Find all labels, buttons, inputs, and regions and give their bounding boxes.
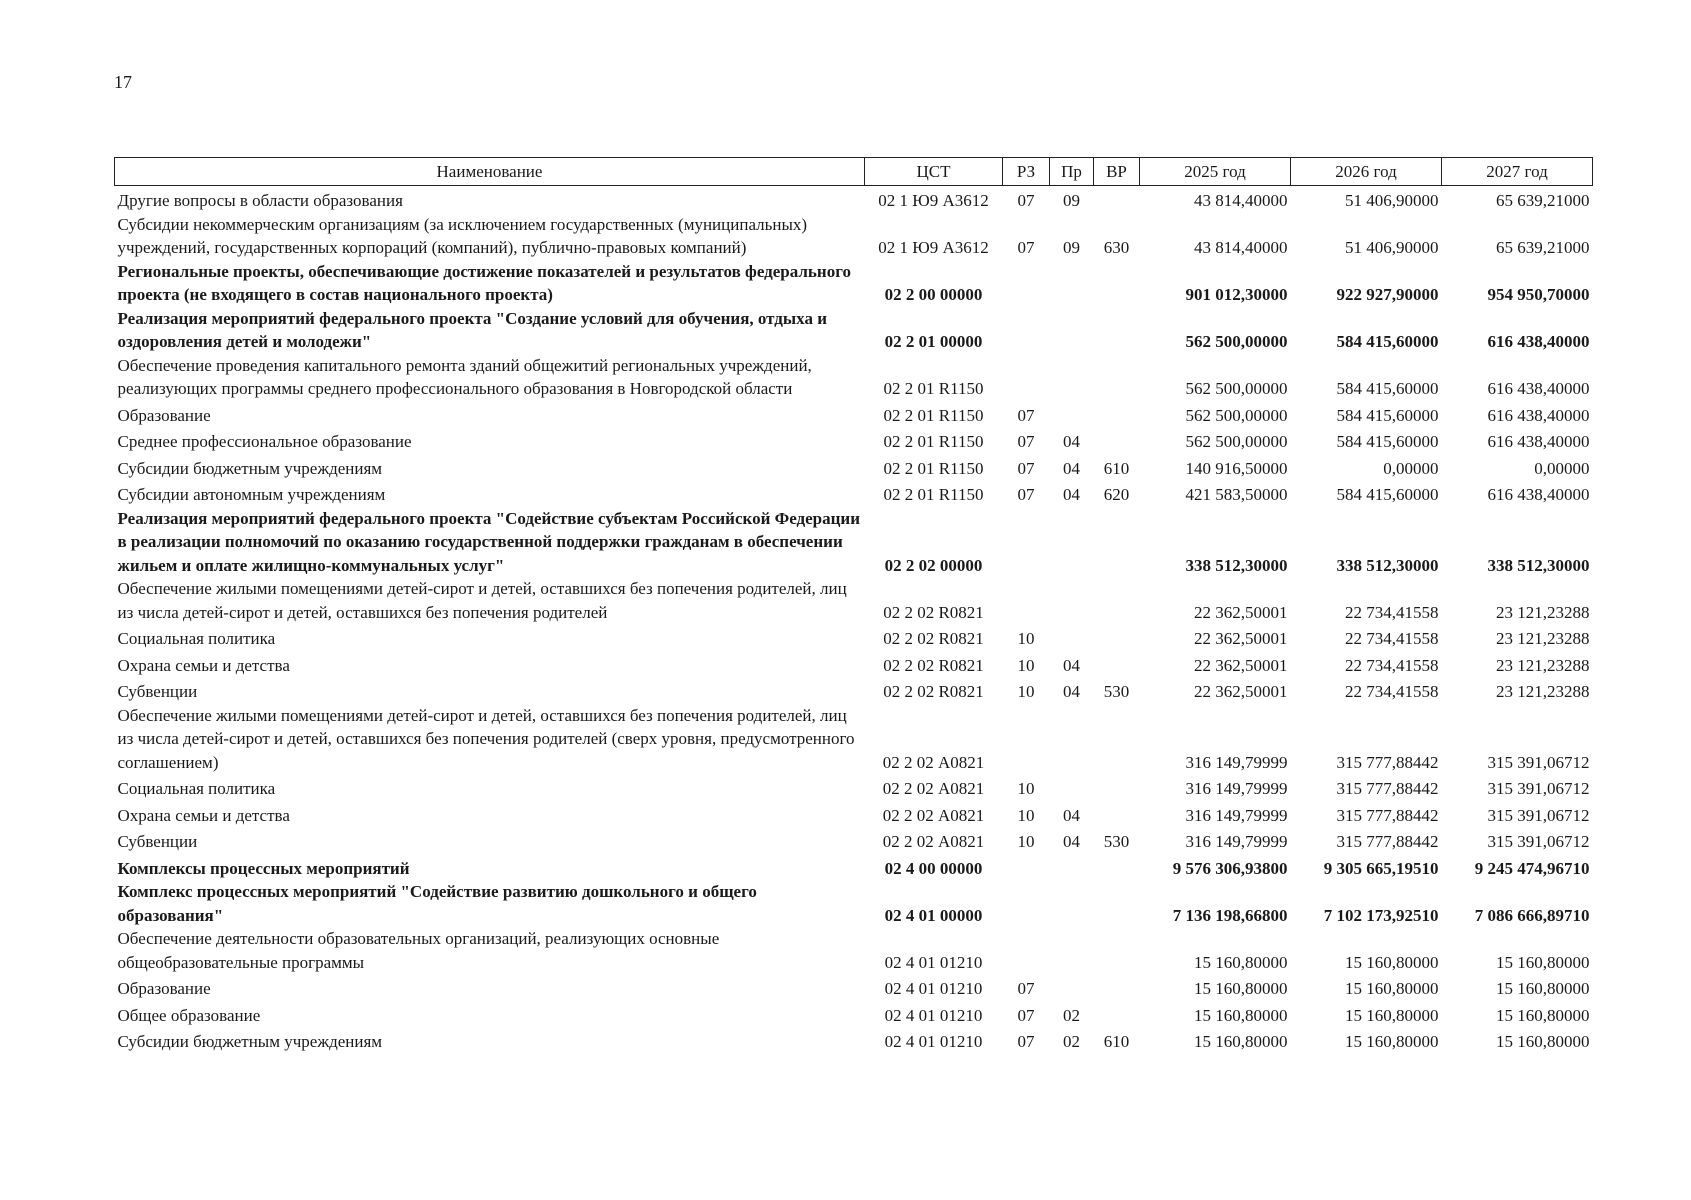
row-name: Охрана семьи и детства <box>117 655 290 675</box>
row-amount-2027: 23 121,23288 <box>1496 602 1590 622</box>
row-cst: 02 2 02 А0821 <box>882 805 985 825</box>
row-rz: 10 <box>1017 682 1035 701</box>
row-amount-2027: 616 438,40000 <box>1487 485 1590 504</box>
row-rz: 07 <box>1017 1005 1035 1025</box>
row-amount-2027: 616 438,40000 <box>1487 379 1590 398</box>
table-row <box>115 507 1593 578</box>
table-row <box>115 677 1593 704</box>
row-vr: 530 <box>1103 832 1130 851</box>
row-amount-2027: 15 160,80000 <box>1496 1032 1590 1051</box>
row-rz <box>1003 577 1050 624</box>
row-rz <box>1003 307 1050 354</box>
row-cst: 02 2 02 R0821 <box>883 682 984 701</box>
row-name: Социальная политика <box>117 629 276 648</box>
row-amount-2027: 616 438,40000 <box>1487 405 1590 425</box>
row-amount-2026: 584 415,60000 <box>1336 485 1439 504</box>
row-pr <box>1050 260 1094 307</box>
row-amount-2025: 22 362,50001 <box>1194 655 1288 675</box>
row-amount-2026: 0,00000 <box>1383 458 1439 478</box>
row-vr <box>1094 704 1140 775</box>
row-vr <box>1094 354 1140 401</box>
row-amount-2026: 584 415,60000 <box>1336 332 1439 351</box>
row-pr <box>1050 774 1094 801</box>
row-rz <box>1003 927 1050 974</box>
table-row <box>115 260 1593 307</box>
row-pr <box>1050 401 1094 428</box>
row-vr <box>1094 1001 1140 1028</box>
row-amount-2027: 23 121,23288 <box>1496 682 1590 701</box>
row-amount-2027: 9 245 474,96710 <box>1474 858 1590 878</box>
row-pr <box>1050 854 1094 881</box>
table-row <box>115 213 1593 260</box>
table-row <box>115 801 1593 828</box>
table-row <box>115 427 1593 454</box>
column-header-2027: 2027 год <box>1442 158 1593 186</box>
table-row <box>115 880 1593 927</box>
row-pr: 04 <box>1063 682 1080 701</box>
row-amount-2026: 315 777,88442 <box>1336 752 1439 772</box>
row-amount-2026: 51 406,90000 <box>1345 191 1439 210</box>
row-vr <box>1094 854 1140 881</box>
row-pr <box>1050 974 1094 1001</box>
row-cst: 02 2 02 00000 <box>884 555 983 575</box>
row-name: Обеспечение жилыми помещениями детей-сирот и детей, оставшихся без попечения родителей, лиц из числа детей-сирот и детей, оставшихся без попечения родителей (сверх уровня, предусмотренного соглашением) <box>117 705 855 772</box>
row-vr <box>1094 186 1140 213</box>
row-amount-2026: 15 160,80000 <box>1345 1032 1439 1051</box>
row-rz: 07 <box>1017 432 1035 451</box>
row-amount-2025: 316 149,79999 <box>1185 832 1288 851</box>
row-pr <box>1050 624 1094 651</box>
row-amount-2027: 15 160,80000 <box>1496 952 1590 972</box>
row-cst: 02 2 02 А0821 <box>882 832 985 851</box>
row-amount-2025: 140 916,50000 <box>1185 458 1288 478</box>
row-amount-2025: 43 814,40000 <box>1194 191 1288 210</box>
table-row <box>115 354 1593 401</box>
row-amount-2026: 9 305 665,19510 <box>1323 858 1439 878</box>
row-name: Обеспечение деятельности образовательных организаций, реализующих основные общеобразовательные программы <box>117 929 720 972</box>
row-amount-2027: 315 391,06712 <box>1487 779 1590 798</box>
row-amount-2025: 22 362,50001 <box>1194 602 1288 622</box>
row-amount-2025: 316 149,79999 <box>1185 805 1288 825</box>
table-row <box>115 774 1593 801</box>
row-rz <box>1003 854 1050 881</box>
row-pr <box>1050 307 1094 354</box>
row-pr <box>1050 354 1094 401</box>
row-name: Охрана семьи и детства <box>117 805 290 825</box>
table-row <box>115 854 1593 881</box>
row-pr: 09 <box>1063 191 1080 210</box>
row-vr: 610 <box>1103 1032 1130 1051</box>
row-vr: 530 <box>1103 682 1130 701</box>
row-amount-2027: 954 950,70000 <box>1487 285 1590 304</box>
row-pr <box>1050 577 1094 624</box>
table-row <box>115 651 1593 678</box>
row-cst: 02 2 01 R1150 <box>883 485 984 504</box>
row-cst: 02 4 00 00000 <box>884 858 983 878</box>
row-vr <box>1094 507 1140 578</box>
row-rz: 07 <box>1017 458 1035 478</box>
row-amount-2025: 338 512,30000 <box>1185 555 1288 575</box>
row-amount-2026: 22 734,41558 <box>1345 629 1439 648</box>
row-amount-2026: 15 160,80000 <box>1345 979 1439 998</box>
row-name: Региональные проекты, обеспечивающие достижение показателей и результатов федерального проекта (не входящего в состав национального проекта) <box>117 261 852 304</box>
row-cst: 02 1 Ю9 А3612 <box>878 191 989 210</box>
row-amount-2025: 22 362,50001 <box>1194 682 1288 701</box>
row-amount-2025: 15 160,80000 <box>1194 979 1288 998</box>
row-name: Среднее профессиональное образование <box>117 432 412 451</box>
row-vr <box>1094 651 1140 678</box>
row-amount-2027: 338 512,30000 <box>1487 555 1590 575</box>
row-amount-2027: 15 160,80000 <box>1496 979 1590 998</box>
column-header-2026: 2026 год <box>1291 158 1442 186</box>
row-cst: 02 2 02 R0821 <box>883 655 984 675</box>
row-pr <box>1050 704 1094 775</box>
row-amount-2027: 65 639,21000 <box>1496 191 1590 210</box>
row-amount-2027: 23 121,23288 <box>1496 655 1590 675</box>
row-vr <box>1094 260 1140 307</box>
row-cst: 02 2 01 R1150 <box>883 405 984 425</box>
row-amount-2026: 15 160,80000 <box>1345 952 1439 972</box>
table-row <box>115 307 1593 354</box>
row-vr <box>1094 880 1140 927</box>
table-row <box>115 624 1593 651</box>
row-cst: 02 2 01 00000 <box>884 332 983 351</box>
row-cst: 02 4 01 01210 <box>884 952 983 972</box>
row-amount-2025: 22 362,50001 <box>1194 629 1288 648</box>
row-name: Образование <box>117 405 211 425</box>
row-name: Образование <box>117 979 211 998</box>
row-amount-2027: 315 391,06712 <box>1487 752 1590 772</box>
row-rz: 07 <box>1017 979 1035 998</box>
row-cst: 02 2 02 А0821 <box>882 779 985 798</box>
row-amount-2026: 584 415,60000 <box>1336 379 1439 398</box>
page-number: 17 <box>114 72 132 92</box>
row-amount-2026: 338 512,30000 <box>1336 555 1439 575</box>
row-cst: 02 2 02 R0821 <box>883 602 984 622</box>
row-cst: 02 2 01 R1150 <box>883 379 984 398</box>
row-pr: 04 <box>1063 832 1080 851</box>
row-name: Комплексы процессных мероприятий <box>117 858 410 878</box>
row-cst: 02 4 01 01210 <box>884 979 983 998</box>
row-name: Комплекс процессных мероприятий "Содействие развитию дошкольного и общего образования" <box>117 882 757 925</box>
row-cst: 02 2 01 R1150 <box>883 432 984 451</box>
row-amount-2025: 562 500,00000 <box>1185 379 1288 398</box>
row-amount-2025: 15 160,80000 <box>1194 1005 1288 1025</box>
row-amount-2026: 7 102 173,92510 <box>1323 905 1439 925</box>
row-rz <box>1003 704 1050 775</box>
row-amount-2025: 15 160,80000 <box>1194 952 1288 972</box>
row-vr: 610 <box>1103 458 1130 478</box>
table-row <box>115 827 1593 854</box>
budget-table <box>114 157 1593 1054</box>
row-name: Субсидии автономным учреждениям <box>117 485 386 504</box>
row-pr <box>1050 880 1094 927</box>
row-amount-2027: 315 391,06712 <box>1487 832 1590 851</box>
row-pr <box>1050 927 1094 974</box>
row-amount-2027: 23 121,23288 <box>1496 629 1590 648</box>
row-amount-2026: 22 734,41558 <box>1345 602 1439 622</box>
row-rz: 07 <box>1017 1032 1035 1051</box>
row-amount-2025: 7 136 198,66800 <box>1172 905 1288 925</box>
row-amount-2025: 562 500,00000 <box>1185 432 1288 451</box>
row-rz <box>1003 507 1050 578</box>
row-cst: 02 4 01 01210 <box>884 1005 983 1025</box>
row-amount-2025: 562 500,00000 <box>1185 405 1288 425</box>
table-header <box>115 158 1593 186</box>
row-name: Реализация мероприятий федерального проекта "Создание условий для обучения, отдыха и оздоровления детей и молодежи" <box>117 308 828 351</box>
row-amount-2025: 421 583,50000 <box>1185 485 1288 504</box>
row-vr <box>1094 801 1140 828</box>
row-rz: 07 <box>1017 191 1035 210</box>
row-rz <box>1003 880 1050 927</box>
column-header-name: Наименование <box>115 158 865 186</box>
column-header-rz: РЗ <box>1003 158 1050 186</box>
column-header-vr: ВР <box>1094 158 1140 186</box>
row-cst: 02 2 00 00000 <box>884 285 983 304</box>
row-amount-2025: 15 160,80000 <box>1194 1032 1288 1051</box>
row-name: Другие вопросы в области образования <box>117 191 403 210</box>
row-cst: 02 2 01 R1150 <box>883 458 984 478</box>
row-pr: 04 <box>1063 458 1080 478</box>
row-rz: 10 <box>1017 832 1035 851</box>
row-amount-2027: 616 438,40000 <box>1487 432 1590 451</box>
row-vr <box>1094 401 1140 428</box>
row-amount-2025: 43 814,40000 <box>1194 238 1288 257</box>
row-name: Общее образование <box>117 1005 261 1025</box>
row-amount-2027: 315 391,06712 <box>1487 805 1590 825</box>
table-row <box>115 927 1593 974</box>
row-cst: 02 1 Ю9 А3612 <box>878 238 989 257</box>
row-name: Субсидии некоммерческим организациям (за исключением государственных (муниципальных) учреждений, государственных корпораций (компаний), публично-правовых компаний) <box>117 214 808 257</box>
row-rz <box>1003 354 1050 401</box>
column-header-2025: 2025 год <box>1140 158 1291 186</box>
row-name: Субвенции <box>117 682 198 701</box>
row-amount-2026: 315 777,88442 <box>1336 805 1439 825</box>
row-vr <box>1094 927 1140 974</box>
table-row <box>115 1001 1593 1028</box>
row-vr: 630 <box>1103 238 1130 257</box>
row-amount-2027: 7 086 666,89710 <box>1474 905 1590 925</box>
row-vr <box>1094 307 1140 354</box>
column-header-pr: Пр <box>1050 158 1094 186</box>
row-name: Обеспечение проведения капитального ремонта зданий общежитий региональных учреждений, реализующих программы среднего профессионального образования в Новгородской области <box>117 355 812 398</box>
row-pr: 04 <box>1063 485 1080 504</box>
table-row <box>115 186 1593 213</box>
row-name: Субсидии бюджетным учреждениям <box>117 1032 383 1051</box>
row-pr: 02 <box>1063 1005 1080 1025</box>
row-amount-2025: 316 149,79999 <box>1185 779 1288 798</box>
row-name: Субсидии бюджетным учреждениям <box>117 458 383 478</box>
row-vr <box>1094 774 1140 801</box>
row-pr <box>1050 507 1094 578</box>
row-amount-2026: 584 415,60000 <box>1336 432 1439 451</box>
row-name: Социальная политика <box>117 779 276 798</box>
row-vr <box>1094 974 1140 1001</box>
table-row <box>115 1027 1593 1054</box>
row-amount-2025: 901 012,30000 <box>1185 285 1288 304</box>
row-amount-2026: 51 406,90000 <box>1345 238 1439 257</box>
row-amount-2025: 9 576 306,93800 <box>1172 858 1288 878</box>
row-amount-2025: 316 149,79999 <box>1185 752 1288 772</box>
row-amount-2027: 15 160,80000 <box>1496 1005 1590 1025</box>
row-amount-2025: 562 500,00000 <box>1185 332 1288 351</box>
row-rz: 07 <box>1017 238 1035 257</box>
table-body <box>115 186 1593 1054</box>
table-row <box>115 480 1593 507</box>
row-amount-2026: 15 160,80000 <box>1345 1005 1439 1025</box>
row-name: Субвенции <box>117 832 198 851</box>
row-amount-2026: 922 927,90000 <box>1336 285 1439 304</box>
row-cst: 02 2 02 А0821 <box>882 752 985 772</box>
row-rz: 07 <box>1017 405 1035 425</box>
row-vr <box>1094 624 1140 651</box>
row-amount-2027: 616 438,40000 <box>1487 332 1590 351</box>
row-amount-2027: 65 639,21000 <box>1496 238 1590 257</box>
row-pr: 02 <box>1063 1032 1080 1051</box>
row-name: Реализация мероприятий федерального проекта "Содействие субъектам Российской Федерации в реализации полномочий по оказанию государственной поддержки гражданам в обеспечении жильем и оплате жилищно-коммунальных услуг" <box>117 508 861 575</box>
row-amount-2026: 22 734,41558 <box>1345 682 1439 701</box>
row-amount-2027: 0,00000 <box>1534 458 1590 478</box>
row-rz: 10 <box>1017 655 1035 675</box>
table-row <box>115 704 1593 775</box>
row-rz: 10 <box>1017 629 1035 648</box>
row-vr <box>1094 427 1140 454</box>
row-cst: 02 4 01 01210 <box>884 1032 983 1051</box>
row-vr: 620 <box>1103 485 1130 504</box>
row-pr: 04 <box>1063 805 1080 825</box>
row-rz: 10 <box>1017 779 1035 798</box>
row-name: Обеспечение жилыми помещениями детей-сирот и детей, оставшихся без попечения родителей, лиц из числа детей-сирот и детей, оставшихся без попечения родителей <box>117 579 847 622</box>
row-amount-2026: 315 777,88442 <box>1336 779 1439 798</box>
column-header-cst: ЦСТ <box>865 158 1003 186</box>
row-cst: 02 2 02 R0821 <box>883 629 984 648</box>
table-row <box>115 577 1593 624</box>
table-row <box>115 454 1593 481</box>
row-rz <box>1003 260 1050 307</box>
table-row <box>115 974 1593 1001</box>
row-pr: 04 <box>1063 655 1080 675</box>
row-rz: 10 <box>1017 805 1035 825</box>
row-amount-2026: 22 734,41558 <box>1345 655 1439 675</box>
row-rz: 07 <box>1017 485 1035 504</box>
row-vr <box>1094 577 1140 624</box>
table-row <box>115 401 1593 428</box>
row-pr: 04 <box>1063 432 1080 451</box>
row-pr: 09 <box>1063 238 1080 257</box>
row-amount-2026: 315 777,88442 <box>1336 832 1439 851</box>
row-amount-2026: 584 415,60000 <box>1336 405 1439 425</box>
row-cst: 02 4 01 00000 <box>884 905 983 925</box>
